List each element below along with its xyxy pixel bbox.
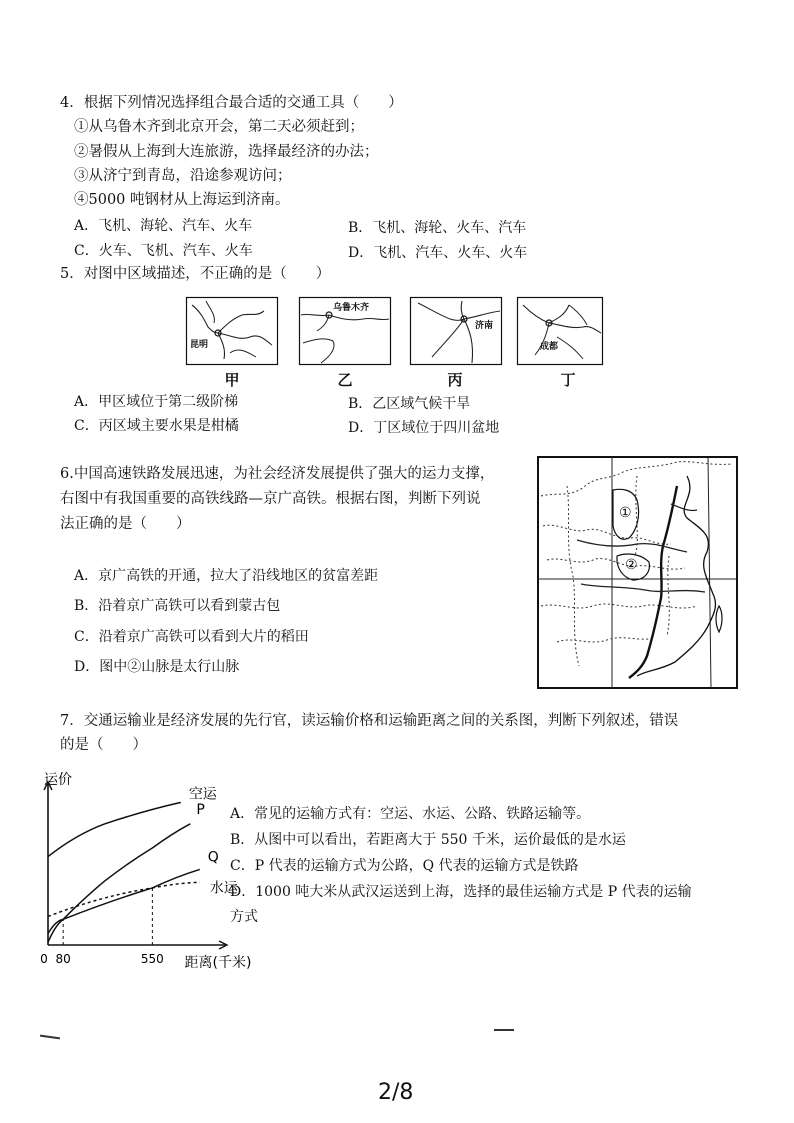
q4-item-2: ②暑假从上海到大连旅游，选择最经济的办法； <box>74 144 379 160</box>
map-bing <box>410 297 502 365</box>
q4-stem: 4．根据下列情况选择组合最合适的交通工具（ ） <box>60 95 403 111</box>
q6-option-a[interactable]: A．京广高铁的开通，拉大了沿线地区的贫富差距 <box>74 568 379 584</box>
map-yi-label: 乙 <box>337 371 353 389</box>
q7-option-b[interactable]: B．从图中可以看出，若距离大于 550 千米，运价最低的是水运 <box>230 832 626 848</box>
scan-mark <box>494 1029 514 1031</box>
map-jia-city: 昆明 <box>190 340 209 350</box>
origin-label: 0 <box>40 952 48 966</box>
page-number: 2/8 <box>378 1080 414 1105</box>
q6-option-b[interactable]: B．沿着京广高铁可以看到蒙古包 <box>74 598 281 614</box>
q7-stem-line-2: 的是（ ） <box>60 737 147 753</box>
q7-option-c[interactable]: C．P 代表的运输方式为公路，Q 代表的运输方式是铁路 <box>230 858 579 874</box>
q5-option-d[interactable]: D．丁区域位于四川盆地 <box>348 420 500 436</box>
map-ding-label: 丁 <box>560 371 576 389</box>
scan-mark <box>40 1035 60 1040</box>
q6-stem-line-3: 法正确的是（ ） <box>60 516 191 532</box>
map-ding-city: 成都 <box>540 342 559 352</box>
map-jia-label: 甲 <box>224 371 240 389</box>
q4-item-3: ③从济宁到青岛，沿途参观访问； <box>74 168 292 184</box>
x-tick-label-550: 550 <box>140 952 164 966</box>
china-railway-map <box>537 456 739 690</box>
y-axis-label: 运价 <box>44 772 72 788</box>
series-label-Q: Q <box>207 849 219 866</box>
q4-option-c[interactable]: C．火车、飞机、汽车、火车 <box>74 243 253 259</box>
q4-option-d[interactable]: D．飞机、汽车、火车、火车 <box>348 245 528 261</box>
series-label-P: P <box>196 801 205 818</box>
map-yi-city: 乌鲁木齐 <box>333 303 370 313</box>
x-tick-label-80: 80 <box>55 952 71 966</box>
map-bing-label: 丙 <box>447 371 463 389</box>
q6-option-d[interactable]: D．图中②山脉是太行山脉 <box>74 659 240 675</box>
map-jia <box>186 297 278 365</box>
q6-stem-line-2: 右图中有我国重要的高铁线路—京广高铁。根据右图，判断下列说 <box>60 491 481 507</box>
q5-option-c[interactable]: C．丙区域主要水果是柑橘 <box>74 418 239 434</box>
q7-option-d-line-1[interactable]: D．1000 吨大米从武汉运送到上海，选择的最佳运输方式是 P 代表的运输 <box>230 884 692 900</box>
q4-item-1: ①从乌鲁木齐到北京开会，第二天必须赶到； <box>74 119 364 135</box>
map-ding <box>517 297 603 365</box>
map-marker-1: ① <box>619 505 632 521</box>
q7-option-a[interactable]: A．常见的运输方式有：空运、水运、公路、铁路运输等。 <box>230 806 591 822</box>
q6-stem-line-1: 6.中国高速铁路发展迅速，为社会经济发展提供了强大的运力支撑， <box>60 466 495 482</box>
q4-option-b[interactable]: B．飞机、海轮、火车、汽车 <box>348 220 527 236</box>
map-bing-city: 济南 <box>475 321 494 331</box>
q4-option-a[interactable]: A．飞机、海轮、汽车、火车 <box>74 218 253 234</box>
series-line-空运 <box>48 802 181 856</box>
series-label-空运: 空运 <box>188 786 217 803</box>
q5-option-a[interactable]: A．甲区域位于第二级阶梯 <box>74 394 239 410</box>
q4-item-4: ④5000 吨钢材从上海运到济南。 <box>74 192 290 208</box>
q7-stem-line-1: 7．交通运输业是经济发展的先行官，读运输价格和运输距离之间的关系图，判断下列叙述，错误 <box>60 713 679 729</box>
series-label-水运: 水运 <box>209 880 238 897</box>
map-marker-2: ② <box>625 557 638 573</box>
q5-stem: 5．对图中区域描述，不正确的是（ ） <box>60 266 331 282</box>
q5-option-b[interactable]: B．乙区域气候干旱 <box>348 396 471 412</box>
x-axis-label: 距离(千米) <box>184 955 252 971</box>
q6-option-c[interactable]: C．沿着京广高铁可以看到大片的稻田 <box>74 629 309 645</box>
q7-option-d-line-2: 方式 <box>230 909 258 925</box>
series-line-Q <box>48 869 200 933</box>
